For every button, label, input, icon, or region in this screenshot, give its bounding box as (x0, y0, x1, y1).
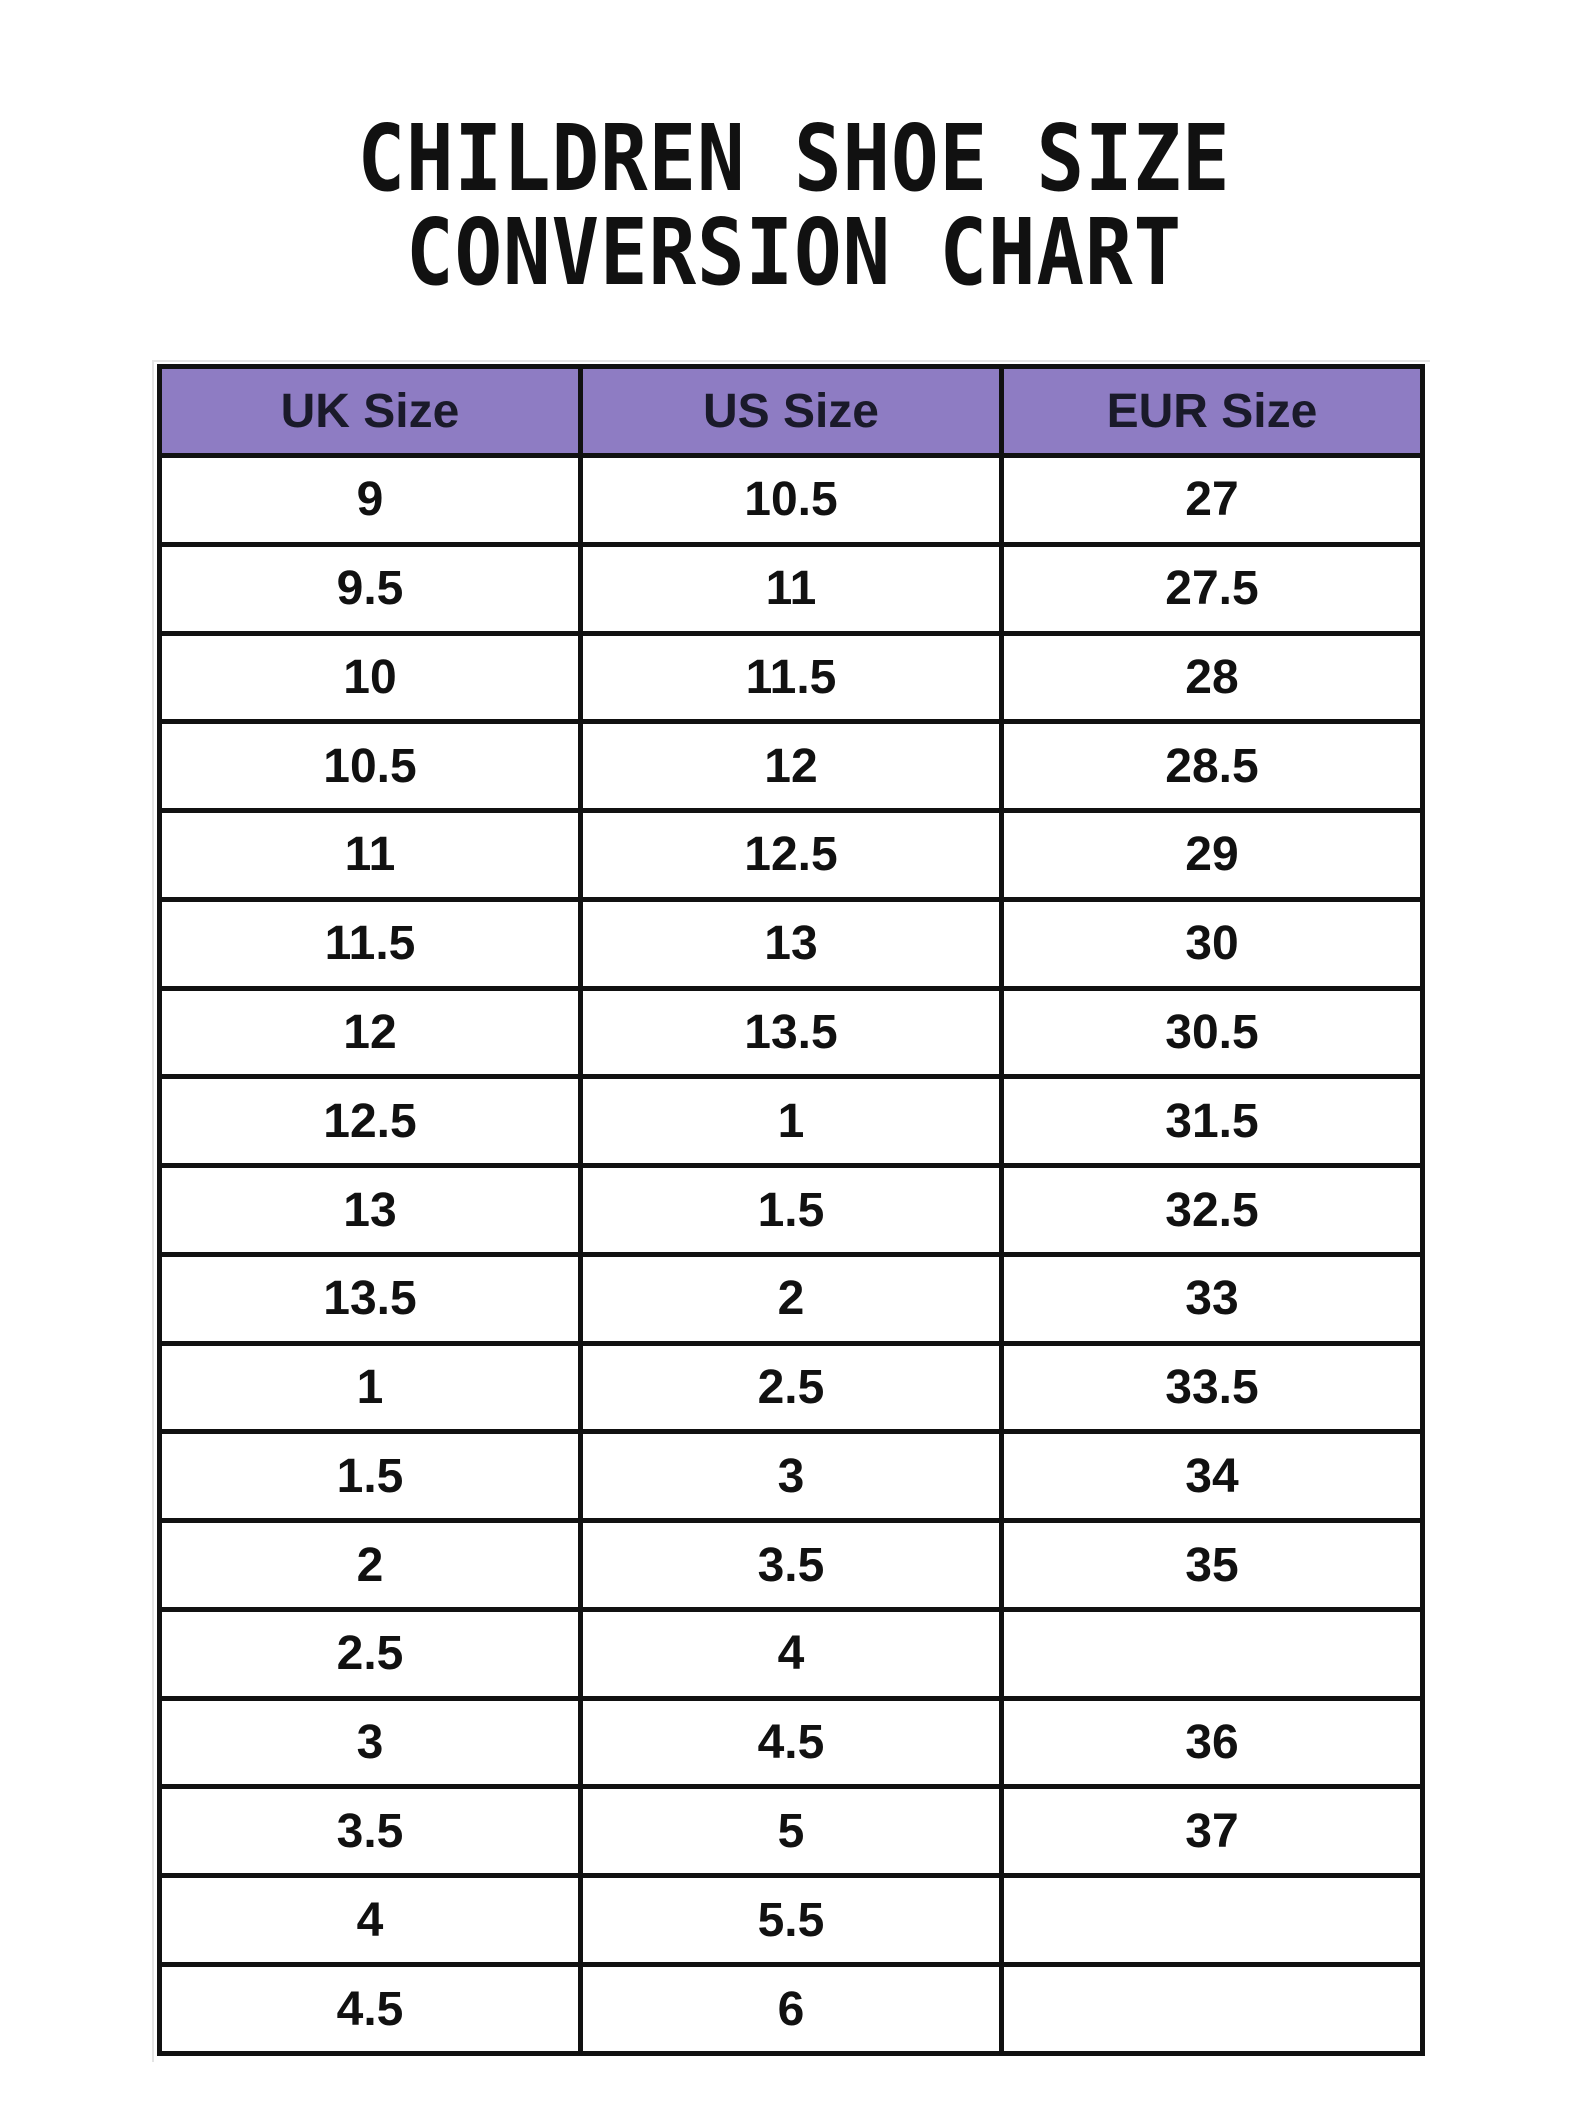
header-eur-size: EUR Size (1001, 367, 1422, 456)
table-row (160, 1787, 1423, 1876)
cell-uk-size: 13.5 (160, 1254, 581, 1343)
cell-uk-size: 12 (160, 988, 581, 1077)
table-row (160, 544, 1423, 633)
table-row (160, 1077, 1423, 1166)
cell-uk-size: 9.5 (160, 544, 581, 633)
cell-eur-size: 33.5 (1001, 1343, 1422, 1432)
cell-us-size: 3.5 (580, 1521, 1001, 1610)
table-row (160, 899, 1423, 988)
cell-eur-size: 31.5 (1001, 1077, 1422, 1166)
table-row (160, 1698, 1423, 1787)
cell-us-size: 12.5 (580, 811, 1001, 900)
cell-eur-size: 28 (1001, 633, 1422, 722)
cell-eur-size (1001, 1609, 1422, 1698)
header-us-size: US Size (580, 367, 1001, 456)
cell-uk-size: 2.5 (160, 1609, 581, 1698)
table-row (160, 633, 1423, 722)
cell-uk-size: 11.5 (160, 899, 581, 988)
cell-uk-size: 10.5 (160, 722, 581, 811)
cell-uk-size: 12.5 (160, 1077, 581, 1166)
table-body (160, 456, 1423, 2054)
cell-us-size: 13 (580, 899, 1001, 988)
page-title (111, 105, 1477, 306)
cell-eur-size: 33 (1001, 1254, 1422, 1343)
cell-eur-size: 37 (1001, 1787, 1422, 1876)
cell-us-size: 3 (580, 1432, 1001, 1521)
cell-uk-size: 1 (160, 1343, 581, 1432)
table-row (160, 1166, 1423, 1255)
cell-uk-size: 4.5 (160, 1965, 581, 2054)
cell-uk-size: 1.5 (160, 1432, 581, 1521)
header-row (160, 367, 1423, 456)
cell-eur-size: 34 (1001, 1432, 1422, 1521)
cell-us-size: 1.5 (580, 1166, 1001, 1255)
cell-eur-size (1001, 1876, 1422, 1965)
cell-uk-size: 11 (160, 811, 581, 900)
cell-us-size: 1 (580, 1077, 1001, 1166)
table-row (160, 1521, 1423, 1610)
cell-uk-size: 3 (160, 1698, 581, 1787)
cell-uk-size: 9 (160, 456, 581, 545)
cell-us-size: 13.5 (580, 988, 1001, 1077)
cell-eur-size: 32.5 (1001, 1166, 1422, 1255)
title-line-1: CHILDREN SHOE SIZE (357, 105, 1231, 212)
cell-eur-size: 35 (1001, 1521, 1422, 1610)
cell-eur-size (1001, 1965, 1422, 2054)
cell-eur-size: 27.5 (1001, 544, 1422, 633)
table-row (160, 1609, 1423, 1698)
cell-eur-size: 27 (1001, 456, 1422, 545)
size-conversion-table (157, 364, 1425, 2056)
cell-eur-size: 28.5 (1001, 722, 1422, 811)
cell-uk-size: 3.5 (160, 1787, 581, 1876)
table-row (160, 1876, 1423, 1965)
table-row (160, 988, 1423, 1077)
title-line-2: CONVERSION CHART (406, 199, 1182, 306)
cell-us-size: 4 (580, 1609, 1001, 1698)
cell-us-size: 11.5 (580, 633, 1001, 722)
cell-us-size: 5.5 (580, 1876, 1001, 1965)
table-row (160, 811, 1423, 900)
cell-us-size: 12 (580, 722, 1001, 811)
cell-eur-size: 36 (1001, 1698, 1422, 1787)
cell-eur-size: 30.5 (1001, 988, 1422, 1077)
cell-uk-size: 10 (160, 633, 581, 722)
cell-eur-size: 30 (1001, 899, 1422, 988)
table-row (160, 1965, 1423, 2054)
cell-us-size: 11 (580, 544, 1001, 633)
cell-us-size: 5 (580, 1787, 1001, 1876)
table-row (160, 1432, 1423, 1521)
cell-us-size: 2 (580, 1254, 1001, 1343)
cell-us-size: 2.5 (580, 1343, 1001, 1432)
table-row (160, 456, 1423, 545)
table-row (160, 1343, 1423, 1432)
cell-us-size: 10.5 (580, 456, 1001, 545)
table-row (160, 722, 1423, 811)
cell-uk-size: 4 (160, 1876, 581, 1965)
table-row (160, 1254, 1423, 1343)
header-uk-size: UK Size (160, 367, 581, 456)
cell-uk-size: 2 (160, 1521, 581, 1610)
cell-uk-size: 13 (160, 1166, 581, 1255)
cell-us-size: 4.5 (580, 1698, 1001, 1787)
cell-eur-size: 29 (1001, 811, 1422, 900)
cell-us-size: 6 (580, 1965, 1001, 2054)
